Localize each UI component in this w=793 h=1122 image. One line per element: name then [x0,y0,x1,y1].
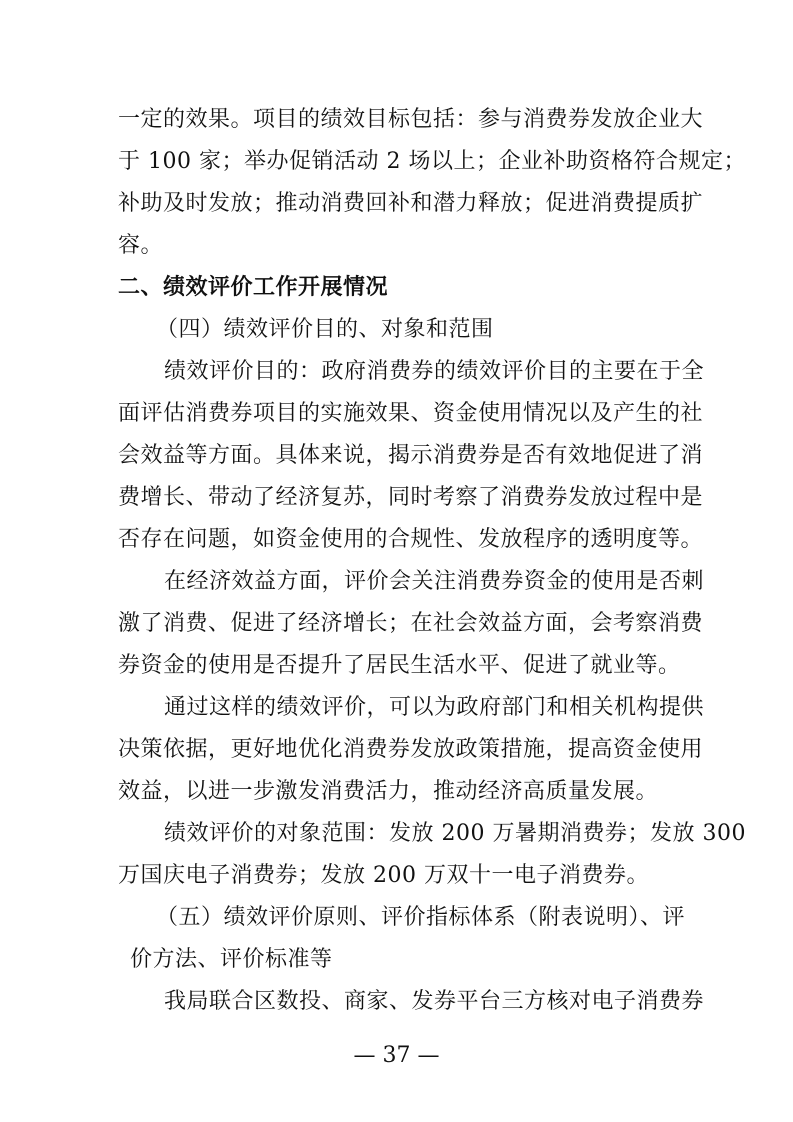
body-text-line: 券资金的使用是否提升了居民生活水平、促进了就业等。 [118,653,681,678]
body-text-line: 一定的效果。项目的绩效目标包括：参与消费券发放企业大 [118,107,704,132]
body-text-line: 绩效评价的对象范围：发放 200 万暑期消费券；发放 300 [164,821,746,846]
subsection-heading-continued: 价方法、评价标准等 [130,947,333,972]
body-text-line: 绩效评价目的：政府消费券的绩效评价目的主要在于全 [164,359,705,384]
body-text-line: 我局联合区数投、商家、发券平台三方核对电子消费券 [164,989,705,1014]
body-text-line: 激了消费、促进了经济增长；在社会效益方面，会考察消费 [118,611,704,636]
body-text-line: 费增长、带动了经济复苏，同时考察了消费券发放过程中是 [118,485,704,510]
body-text-line: 补助及时发放；推动消费回补和潜力释放；促进消费提质扩 [118,191,704,216]
body-text-line: 决策依据，更好地优化消费券发放政策措施，提高资金使用 [118,737,704,762]
body-text-line: 效益，以进一步激发消费活力，推动经济高质量发展。 [118,779,659,804]
page-number: — 37 — [353,1043,440,1068]
body-text-line: 万国庆电子消费券；发放 200 万双十一电子消费券。 [118,863,649,888]
subsection-heading: （五）绩效评价原则、评价指标体系（附表说明）、评 [156,905,686,930]
body-text-line: 于 100 家；举办促销活动 2 场以上；企业补助资格符合规定； [118,149,746,174]
body-text-line: 否存在问题，如资金使用的合规性、发放程序的透明度等。 [118,527,704,552]
body-text-line: 会效益等方面。具体来说，揭示消费券是否有效地促进了消 [118,443,704,468]
body-text-line: 容。 [118,233,164,258]
section-heading: 二、绩效评价工作开展情况 [118,275,389,300]
body-text-line: 通过这样的绩效评价，可以为政府部门和相关机构提供 [164,695,705,720]
subsection-heading: （四）绩效评价目的、对象和范围 [156,317,494,342]
body-text-line: 面评估消费券项目的实施效果、资金使用情况以及产生的社 [118,401,704,426]
body-text-line: 在经济效益方面，评价会关注消费券资金的使用是否刺 [164,569,705,594]
